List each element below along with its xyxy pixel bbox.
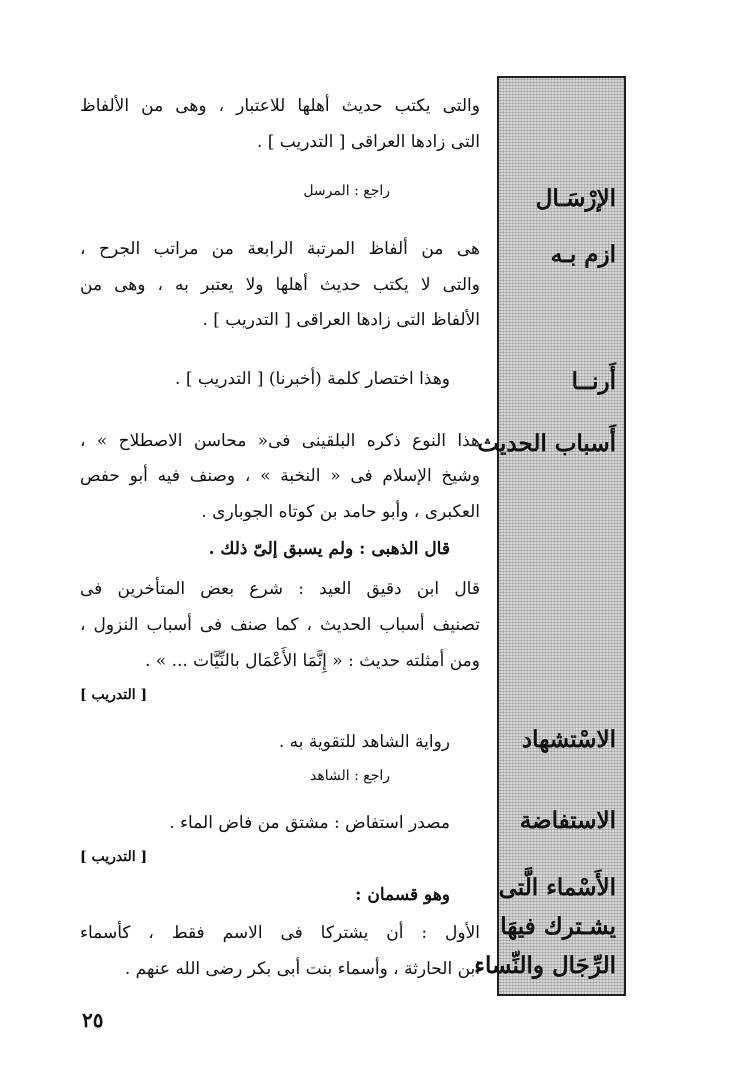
term-istishhad: الاسْتشهاد [521,726,616,753]
text-line: والتى لا يكتب حديث أهلها ولا يعتبر به ، وهى من [80,275,480,295]
term-asma-line-3: الرِّجَال والنِّساء [474,952,616,979]
text-line: رواية الشاهد للتقوية به . [278,732,450,752]
source-citation: [ التدريب ] [80,687,148,703]
page-number: ٢٥ [82,1008,104,1032]
term-azm-bih: ازم بـه [550,241,616,268]
source-citation: [ التدريب ] [80,849,148,865]
text-line: التى زادها العراقى [ التدريب ] . [256,132,480,152]
text-line: هذا النوع ذكره البلقينى فى« محاسن الاصطلاح » ، [80,431,480,451]
term-asbab-al-hadith: أَسباب الحديث [477,430,616,457]
text-line: مصدر استفاض : مشتق من فاض الماء . [169,813,450,833]
text-line: وشيخ الإسلام فى « النخبة » ، وصنف فيه أبو حفص [80,466,480,486]
text-line: الأول : أن يشتركا فى الاسم فقط ، كأسماء [80,923,480,943]
term-asma-line-1: الأَسْماء الَّتى [498,874,616,901]
text-line: الألفاظ التى زادها العراقى [ التدريب ] . [202,310,480,330]
text-line: وهو قسمان : [355,885,450,905]
text-line: قال ابن دقيق العيد : شرع بعض المتأخرين فى [80,579,480,599]
term-asma-line-2: يشـترك فيهَا [500,913,616,940]
reference-note: راجع : الشاهد [309,768,390,784]
text-line: العكبرى ، وأبو حامد بن كوتاه الجوبارى . [201,502,480,522]
term-arna: أَرنــا [571,368,616,395]
term-irsal: الإرْسَـال [535,185,616,212]
text-line: والتى يكتب حديث أهلها للاعتبار ، وهى من الألفاظ [80,96,480,116]
terms-sidebar [474,76,626,996]
text-line: هى من ألفاظ المرتبة الرابعة من مراتب الجرح ، [80,239,480,259]
text-line: قال الذهبى : ولم يسبق إلىّ ذلك . [208,539,450,559]
text-line: تصنيف أسباب الحديث ، كما صنف فى أسباب النزول ، [80,615,480,635]
term-istifada: الاستفاضة [519,807,616,834]
reference-note: راجع : المرسل [303,183,390,199]
text-line: ابن الحارثة ، وأسماء بنت أبى بكر رضى الله عنهم . [124,959,480,979]
text-line: ومن أمثلته حديث : « إِنَّمَا الأَعْمَال بالنِّيَّات ... » . [144,651,480,671]
text-line: وهذا اختصار كلمة (أخبرنا) [ التدريب ] . [175,369,450,389]
